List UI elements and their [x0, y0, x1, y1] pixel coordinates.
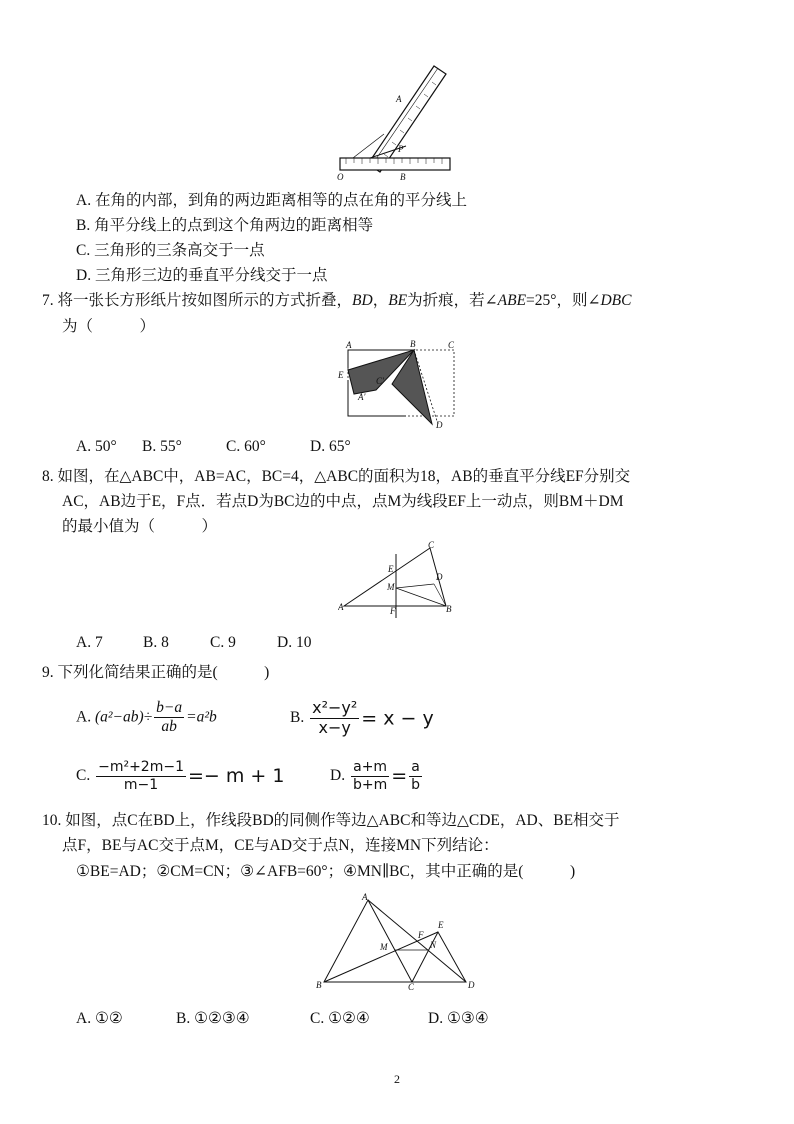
- q8-triangle-figure: [338, 540, 460, 620]
- q9-stem: 9. 下列化简结果正确的是( ): [42, 664, 270, 681]
- q10-option-d[interactable]: D. ①③④: [428, 1010, 489, 1027]
- q8-label-a: A: [338, 602, 344, 612]
- q10-label-b: B: [316, 980, 322, 990]
- q7-label-c: C: [448, 340, 455, 350]
- q10-option-c[interactable]: C. ①②④: [310, 1010, 370, 1027]
- q7-label-e: E: [338, 370, 344, 380]
- q10-option-b[interactable]: B. ①②③④: [176, 1010, 250, 1027]
- q8-label-e: E: [388, 564, 394, 574]
- q7-option-d[interactable]: D. 65°: [310, 438, 351, 455]
- q7-options: [76, 438, 351, 456]
- q10-label-a: A: [362, 892, 368, 902]
- q7-label-a-prime: A′: [358, 392, 366, 402]
- q6-label-a: A: [396, 94, 402, 104]
- q7-fold-figure: [334, 340, 462, 432]
- q6-label-b: B: [400, 172, 406, 182]
- q9-option-b[interactable]: B. $\frac{\text{x²−y²}}{x-y}$ = x − y: [290, 698, 434, 737]
- q9-option-c[interactable]: C. $\frac{\text{−m²+2m−1}}{m-1}$ =− m + 1: [76, 759, 285, 793]
- q7-label-a: A: [346, 340, 352, 350]
- q8-stem-line1: 8. 如图，在△ABC中，AB=AC，BC=4，△ABC的面积为18，AB的垂直平分线EF分别交: [42, 468, 631, 485]
- q7-option-b[interactable]: B. 55°: [142, 438, 182, 455]
- q9-option-d[interactable]: D. $\frac{a+m}{b+m}$ = $\frac{a}{b}$: [330, 759, 421, 793]
- q8-label-d: D: [436, 572, 443, 582]
- q6-label-p: P: [398, 144, 404, 154]
- q7-label-d: D: [436, 420, 443, 430]
- q7-option-a[interactable]: A. 50°: [76, 438, 117, 455]
- q10-label-f: F: [418, 930, 424, 940]
- q7-label-b: B: [410, 340, 416, 349]
- q6-ruler-figure: [334, 62, 459, 182]
- q10-triangles-figure: [314, 890, 482, 992]
- q7-stem-line2: 为（ ）: [62, 318, 156, 335]
- q8-label-c: C: [428, 540, 435, 550]
- q8-options: [76, 634, 311, 652]
- q10-label-c: C: [408, 982, 415, 992]
- q9-option-a[interactable]: A. (a²−ab)÷ $\frac{b-a}{ab}$ =a²b: [76, 699, 217, 736]
- q7-label-c-prime: C′: [376, 376, 384, 386]
- q7-stem-line1: 7. 将一张长方形纸片按如图所示的方式折叠，BD，BE为折痕，若∠ABE=25°，则∠DBC: [42, 292, 632, 309]
- q10-label-e: E: [438, 920, 444, 930]
- q8-option-b[interactable]: B. 8: [143, 634, 169, 651]
- q10-stem-line1: 10. 如图，点C在BD上，作线段BD的同侧作等边△ABC和等边△CDE，AD、BE相交于: [42, 812, 620, 829]
- q10-label-n: N: [430, 940, 437, 950]
- q8-option-a[interactable]: A. 7: [76, 634, 103, 651]
- q8-option-d[interactable]: D. 10: [277, 634, 312, 651]
- q8-label-b: B: [446, 604, 452, 614]
- q8-label-f: F: [390, 606, 396, 616]
- q6-option-c[interactable]: C. 三角形的三条高交于一点: [76, 242, 265, 259]
- q8-label-m: M: [387, 582, 395, 592]
- page-number: 2: [394, 1072, 400, 1086]
- q10-label-d: D: [468, 980, 475, 990]
- q8-stem-line3: 的最小值为（ ）: [62, 518, 218, 535]
- q10-stem-line3: ①BE=AD；②CM=CN；③∠AFB=60°；④MN∥BC，其中正确的是( ): [76, 863, 576, 880]
- q10-stem-line2: 点F，BE与AC交于点M，CE与AD交于点N，连接MN下列结论：: [62, 837, 499, 854]
- q10-option-a[interactable]: A. ①②: [76, 1010, 123, 1027]
- q7-option-c[interactable]: C. 60°: [226, 438, 266, 455]
- q6-option-b[interactable]: B. 角平分线上的点到这个角两边的距离相等: [76, 217, 374, 234]
- q8-option-c[interactable]: C. 9: [210, 634, 236, 651]
- q6-label-o: O: [337, 172, 344, 182]
- q6-option-a[interactable]: A. 在角的内部，到角的两边距离相等的点在角的平分线上: [76, 192, 467, 209]
- q8-stem-line2: AC，AB边于E，F点．若点D为BC边的中点，点M为线段EF上一动点，则BM＋DM: [62, 493, 624, 510]
- q6-option-d[interactable]: D. 三角形三边的垂直平分线交于一点: [76, 267, 328, 284]
- q10-options: [76, 1009, 489, 1028]
- q10-label-m: M: [380, 942, 388, 952]
